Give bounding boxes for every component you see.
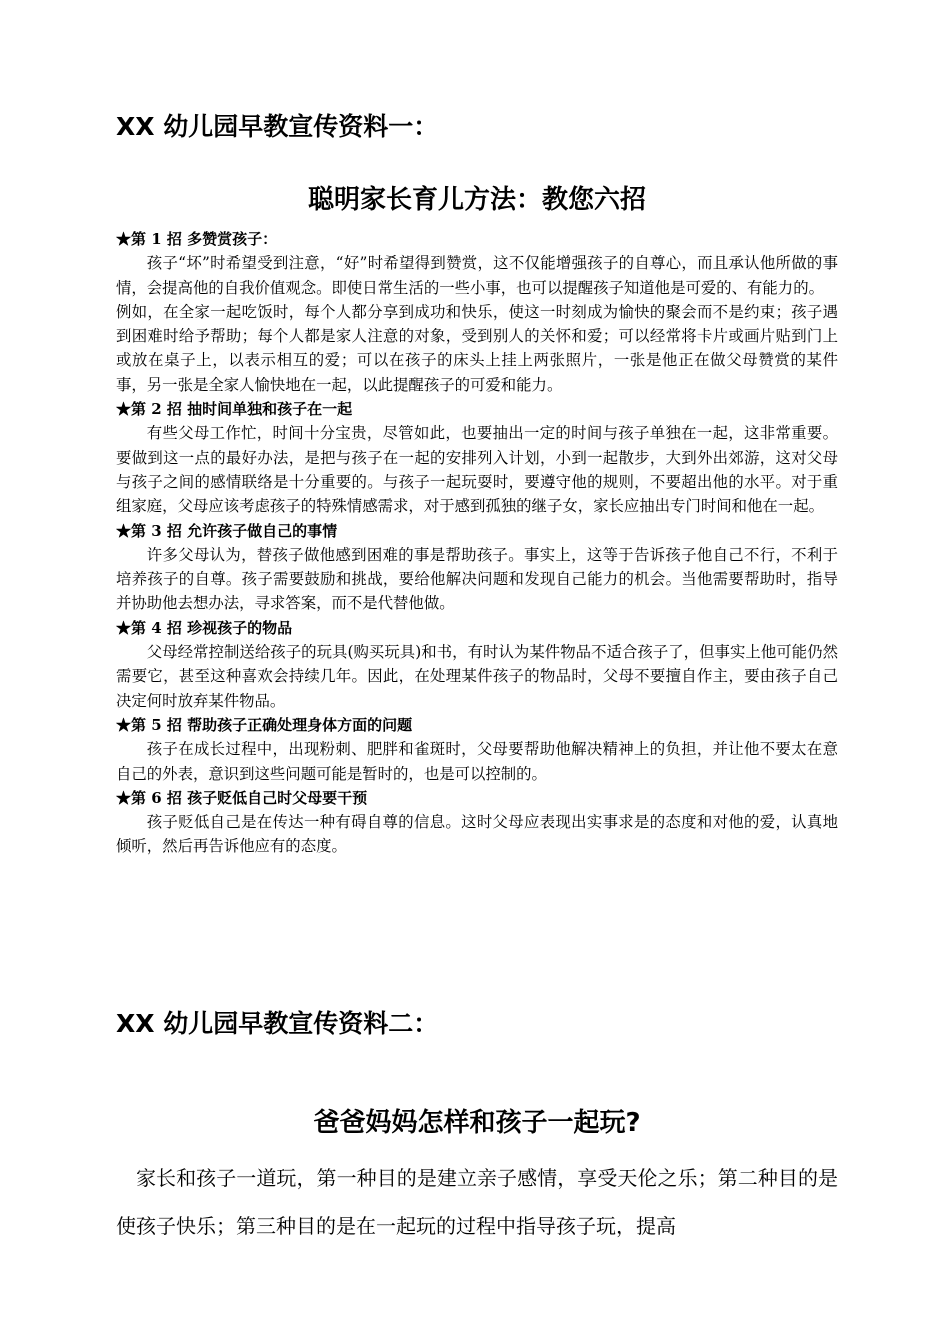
section1-title: 聪明家长育儿方法：教您六招 (307, 185, 646, 215)
tip1-heading: ★第 1 招 多赞赏孩子： (116, 230, 278, 248)
tip5-heading: ★第 5 招 帮助孩子正确处理身体方面的问题 (116, 715, 413, 734)
tip4-paragraph: 父母经常控制送给孩子的玩具(购买玩具)和书，有时认为某件物品不适合孩子了，但事实上他可能仍然需要它，甚至这种喜欢会持续几年。因此，在处理某件孩子的物品时，父母不要擅自作主，要由孩子自己决定何时放弃某件物品。 (116, 643, 838, 710)
tip3-paragraph: 许多父母认为，替孩子做他感到困难的事是帮助孩子。事实上，这等于告诉孩子他自己不行，不利于培养孩子的自尊。孩子需要鼓励和挑战，要给他解决问题和发现自己能力的机会。当他需要帮助时，指导并协助他去想办法，寻求答案，而不是代替他做。 (116, 545, 838, 613)
section2-heading: XX 幼儿园早教宣传资料二： (116, 1009, 439, 1038)
tip1-paragraph: 例如，在全家一起吃饭时，每个人都分享到成功和快乐，使这一时刻成为愉快的聚会而不是约束；孩子遇到困难时给予帮助；每个人都是家人注意的对象，受到别人的关怀和爱；可以经常将卡片或画片贴到门上或放在桌子上，以表示相互的爱；可以在孩子的床头上挂上两张照片，一张是他正在做父母赞赏的某件事，另一张是全家人愉快地在一起，以此提醒孩子的可爱和能力。 (116, 302, 838, 394)
tip4-heading: ★第 4 招 珍视孩子的物品 (116, 618, 293, 637)
tip2-heading: ★第 2 招 抽时间单独和孩子在一起 (116, 400, 353, 419)
tip6-paragraph: 孩子贬低自己是在传达一种有碍自尊的信息。这时父母应表现出实事求是的态度和对他的爱，认真地倾听，然后再告诉他应有的态度。 (116, 813, 838, 856)
tip1-paragraph: 孩子“坏”时希望受到注意，“好”时希望得到赞赏，这不仅能增强孩子的自尊心，而且承认他所做的事情，会提高他的自我价值观念。即使日常生活的一些小事，也可以提醒孩子知道他是可爱的、有能力的。 (116, 254, 838, 297)
section2-title: 爸爸妈妈怎样和孩子一起玩? (313, 1108, 641, 1138)
tip5-paragraph: 孩子在成长过程中，出现粉刺、肥胖和雀斑时，父母要帮助他解决精神上的负担，并让他不要太在意自己的外表，意识到这些问题可能是暂时的，也是可以控制的。 (116, 740, 838, 783)
tip3-heading: ★第 3 招 允许孩子做自己的事情 (116, 521, 338, 540)
section1-heading: XX 幼儿园早教宣传资料一： (116, 112, 439, 141)
section1-body (116, 227, 838, 859)
tip6-heading: ★第 6 招 孩子贬低自己时父母要干预 (116, 788, 368, 807)
tip2-paragraph: 有些父母工作忙，时间十分宝贵，尽管如此，也要抽出一定的时间与孩子单独在一起，这非常重要。要做到这一点的最好办法，是把与孩子在一起的安排列入计划，小到一起散步，大到外出郊游，这对父母与孩子之间的感情联络是十分重要的。与孩子一起玩耍时，要遵守他的规则，不要超出他的水平。对于重组家庭，父母应该考虑孩子的特殊情感需求，对于感到孤独的继子女，家长应抽出专门时间和他在一起。 (116, 424, 838, 516)
section2-paragraph: 家长和孩子一道玩，第一种目的是建立亲子感情，享受天伦之乐；第二种目的是使孩子快乐；第三种目的是在一起玩的过程中指导孩子玩，提高 (116, 1166, 838, 1238)
